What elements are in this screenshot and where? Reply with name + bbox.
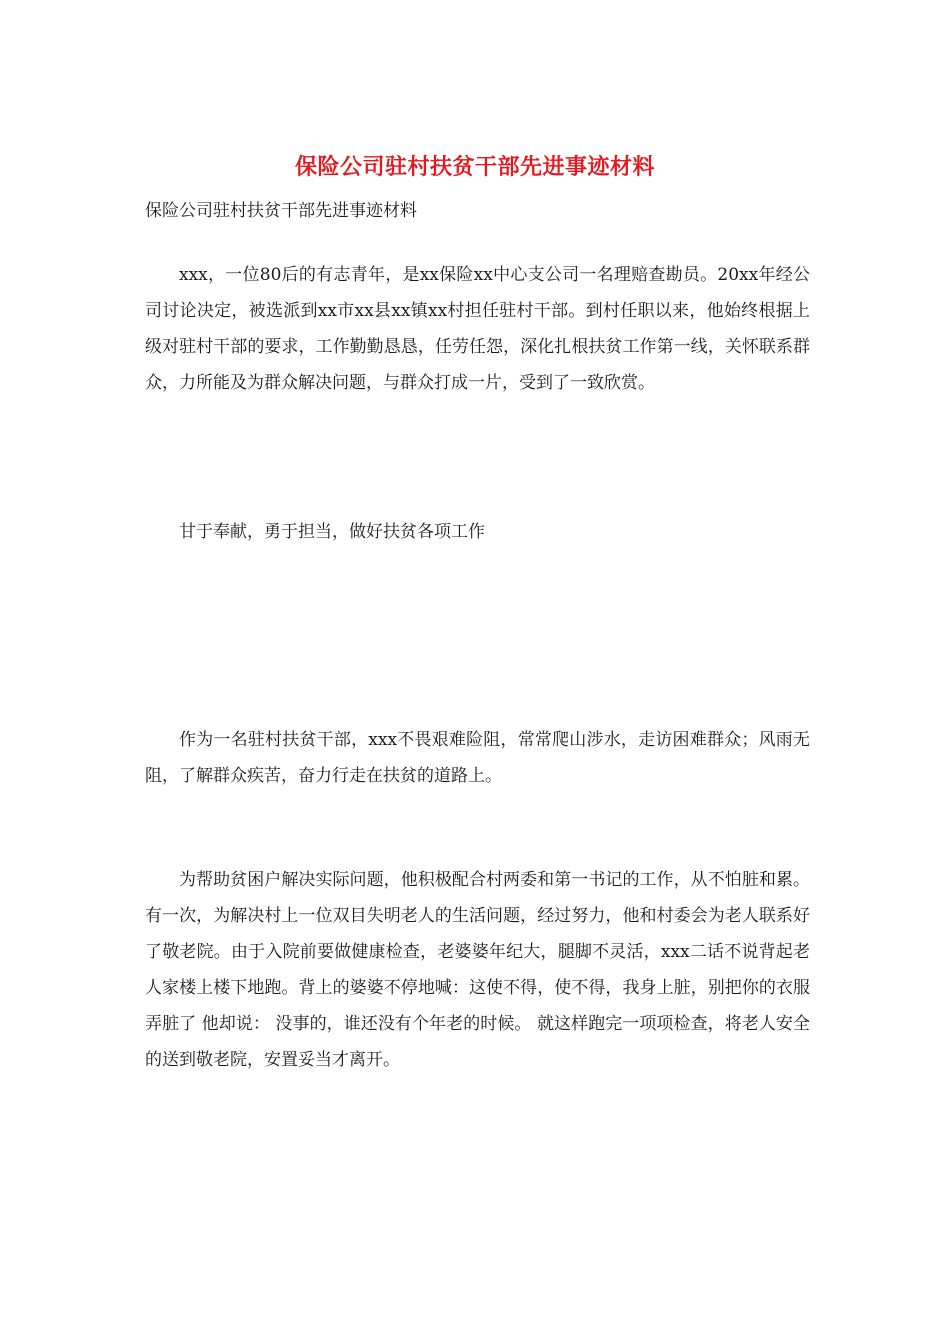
section-heading: 甘于奉献，勇于担当，做好扶贫各项工作 [179, 522, 485, 542]
paragraph-story: 为帮助贫困户解决实际问题，他积极配合村两委和第一书记的工作，从不怕脏和累。有一次，为解决村上一位双目失明老人的生活问题，经过努力，他和村委会为老人联系好了敬老院。由于入院前要做健康检查，老婆婆年纪大，腿脚不灵活，xxx二话不说背起老人家楼上楼下地跑。背上的婆婆不停地喊：这使不得，使不得，我身上脏，别把你的衣服弄脏了 他却说： 没事的，谁还没有个年老的时候。 就这样跑完一项项检查，将老人安全的送到敬老院，安置妥当才离开。 [145, 870, 810, 1070]
paragraph-intro: xxx，一位80后的有志青年，是xx保险xx中心支公司一名理赔查勘员。20xx年经公司讨论决定，被选派到xx市xx县xx镇xx村担任驻村干部。到村任职以来，他始终根据上级对驻村干部的要求，工作勤勤恳恳，任劳任怨，深化扎根扶贫工作第一线，关怀联系群众，力所能及为群众解决问题，与群众打成一片，受到了一致欣赏。 [145, 265, 810, 393]
document-title: 保险公司驻村扶贫干部先进事迹材料 [294, 154, 655, 180]
paragraph-fieldwork: 作为一名驻村扶贫干部，xxx不畏艰难险阻，常常爬山涉水，走访困难群众；风雨无阻，了解群众疾苦，奋力行走在扶贫的道路上。 [145, 730, 810, 786]
document-subtitle: 保险公司驻村扶贫干部先进事迹材料 [145, 201, 417, 221]
